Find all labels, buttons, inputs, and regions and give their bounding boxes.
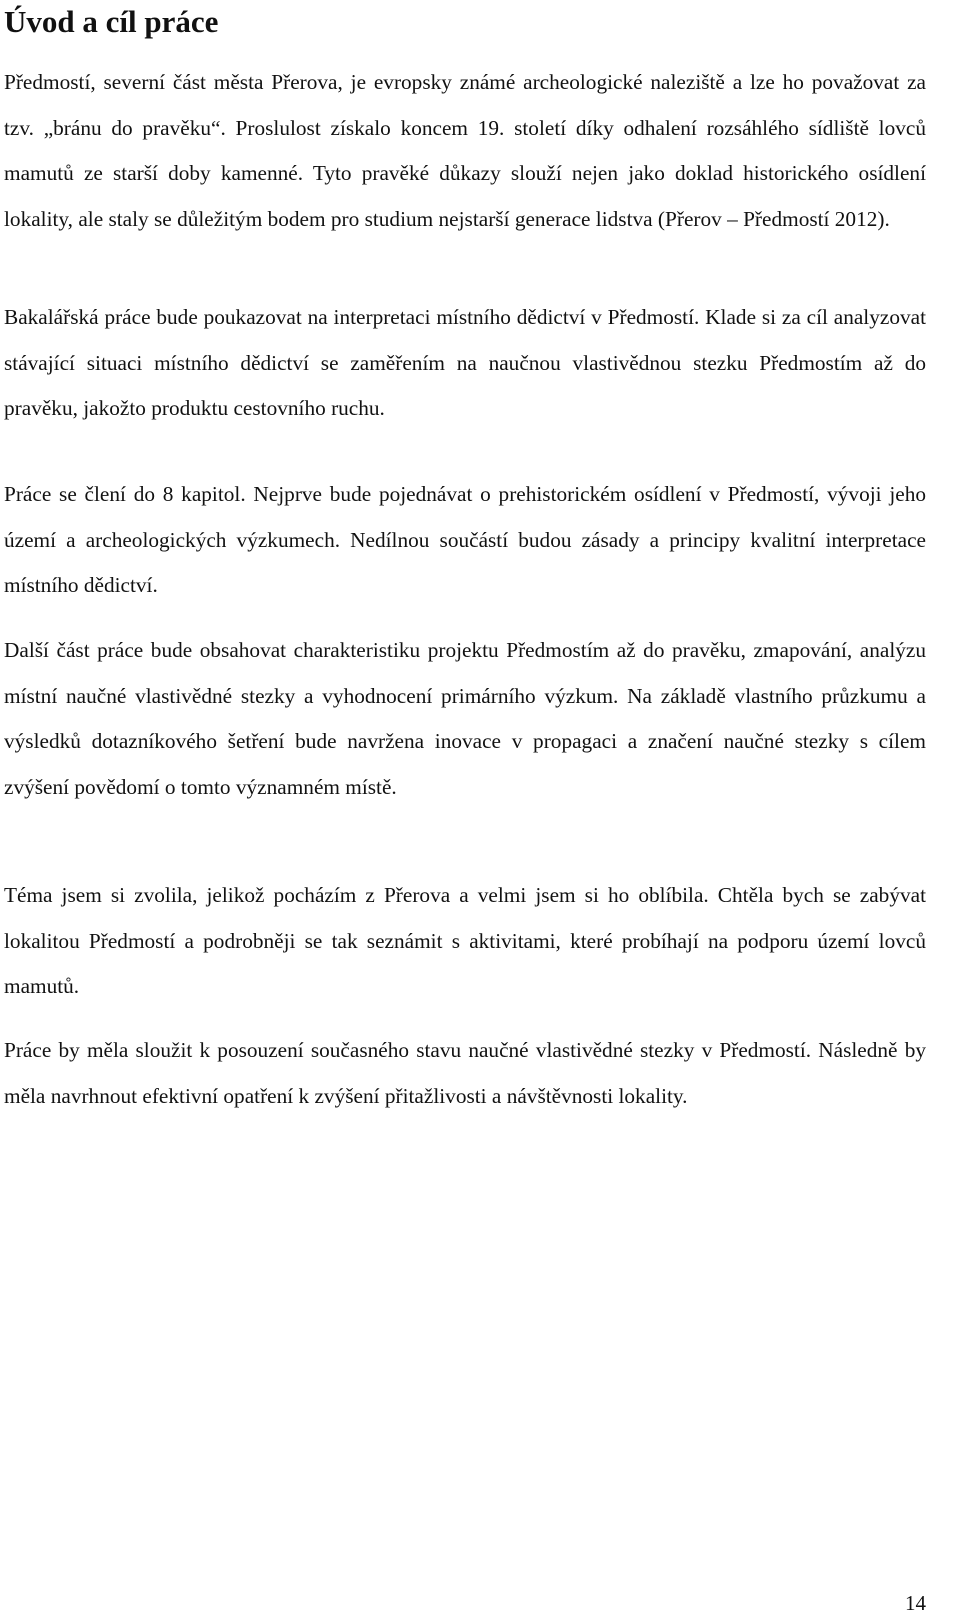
paragraph-5: Téma jsem si zvolila, jelikož pocházím z Přerova a velmi jsem si ho oblíbila. Chtěla bych se zabývat lokalitou Předmostí a podrobněji se tak seznámit s aktivitami, které probíhají na podporu území lovců mamutů. [4, 883, 926, 998]
paragraph-1: Předmostí, severní část města Přerova, je evropsky známé archeologické naleziště a lze ho považovat za tzv. „bránu do pravěku“. Proslulost získalo koncem 19. století díky odhalení rozsáhlého sídliště lovců mamutů ze starší doby kamenné. Tyto pravěké důkazy slouží nejen jako doklad historického osídlení lokality, ale staly se důležitým bodem pro studium nejstarší generace lidstva (Přerov – Předmostí 2012). [4, 70, 926, 231]
paragraph-4: Další část práce bude obsahovat charakteristiku projektu Předmostím až do pravěku, zmapování, analýzu místní naučné vlastivědné stezky a vyhodnocení primárního výzkum. Na základě vlastního průzkumu a výsledků dotazníkového šetření bude navržena inovace v propagaci a značení naučné stezky s cílem zvýšení povědomí o tomto významném místě. [4, 638, 926, 799]
paragraph-3: Práce se člení do 8 kapitol. Nejprve bude pojednávat o prehistorickém osídlení v Předmostí, vývoji jeho území a archeologických výzkumech. Nedílnou součástí budou zásady a principy kvalitní interpretace místního dědictví. [4, 482, 926, 597]
page-number: 14 [905, 1591, 926, 1615]
paragraph-2: Bakalářská práce bude poukazovat na interpretaci místního dědictví v Předmostí. Klade si za cíl analyzovat stávající situaci místního dědictví se zaměřením na naučnou vlastivědnou stezku Předmostím až do pravěku, jakožto produktu cestovního ruchu. [4, 305, 926, 420]
paragraph-6: Práce by měla sloužit k posouzení současného stavu naučné vlastivědné stezky v Předmostí. Následně by měla navrhnout efektivní opatření k zvýšení přitažlivosti a návštěvnosti lokality. [4, 1038, 926, 1108]
section-heading: Úvod a cíl práce [4, 4, 219, 39]
